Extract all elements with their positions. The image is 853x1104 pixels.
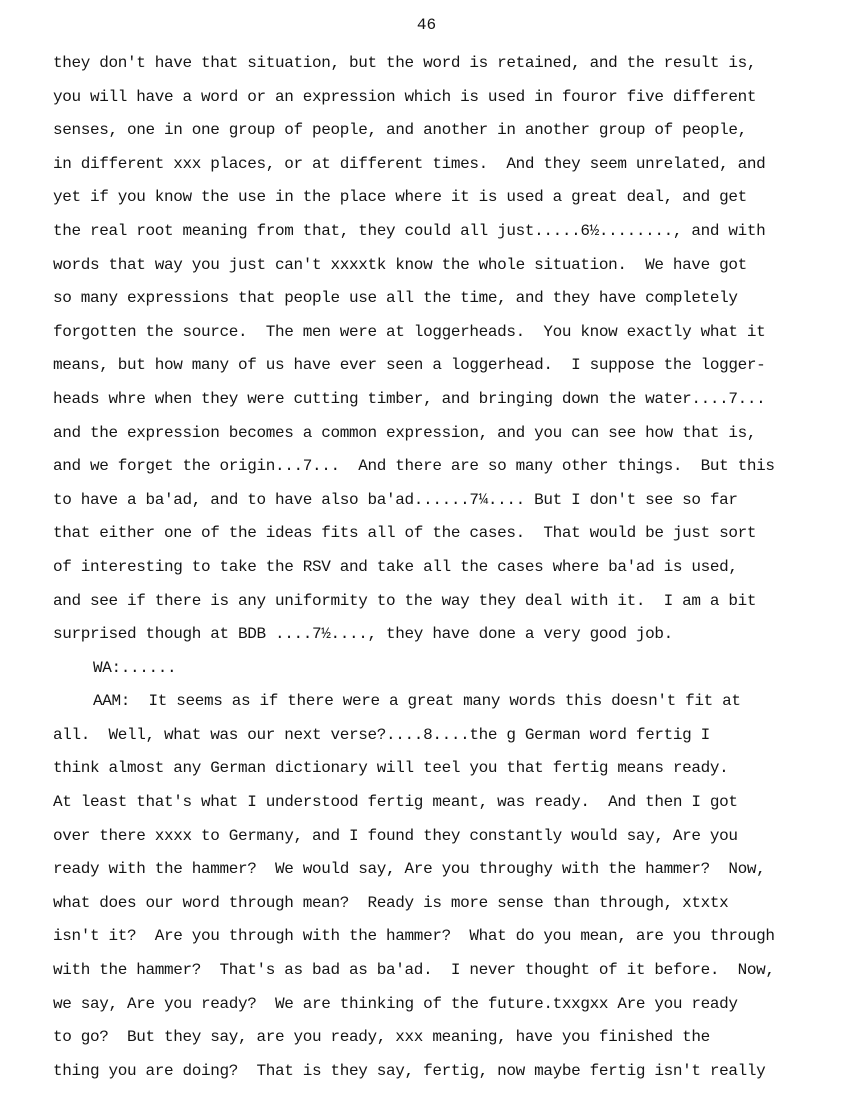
text-line: so many expressions that people use all the time, and they have completely	[53, 289, 738, 308]
text-line: of interesting to take the RSV and take all the cases where ba'ad is used,	[53, 557, 738, 576]
text-line: surprised though at BDB ....7½...., they have done a very good job.	[53, 625, 673, 644]
text-line: to go? But they say, are you ready, xxx meaning, have you finished the	[53, 1028, 710, 1047]
text-line: words that way you just can't xxxxtk know the whole situation. We have got	[53, 255, 747, 274]
text-line: yet if you know the use in the place where it is used a great deal, and get	[53, 188, 747, 207]
text-line: means, but how many of us have ever seen a loggerhead. I suppose the logger-	[53, 356, 766, 375]
page-number: 46	[416, 16, 437, 34]
text-line: you will have a word or an expression which is used in fouror five different	[53, 87, 757, 106]
text-line: that either one of the ideas fits all of the cases. That would be just sort	[53, 524, 757, 543]
text-line: At least that's what I understood fertig meant, was ready. And then I got	[53, 793, 738, 812]
text-line: isn't it? Are you through with the hammer? What do you mean, are you through	[53, 927, 775, 946]
text-line: they don't have that situation, but the word is retained, and the result is,	[53, 54, 757, 72]
text-line: the real root meaning from that, they could all just.....6½........, and with	[53, 221, 766, 240]
text-line: senses, one in one group of people, and another in another group of people,	[53, 121, 747, 140]
text-line: heads whre when they were cutting timber, and bringing down the water....7...	[53, 389, 766, 408]
body-text	[53, 52, 853, 1093]
text-line: and see if there is any uniformity to the way they deal with it. I am a bit	[53, 591, 757, 610]
text-line: to have a ba'ad, and to have also ba'ad......7¼.... But I don't see so far	[53, 490, 738, 509]
text-line: over there xxxx to Germany, and I found they constantly would say, Are you	[53, 826, 738, 845]
text-line: forgotten the source. The men were at loggerheads. You know exactly what it	[53, 322, 766, 341]
text-line: and we forget the origin...7... And there are so many other things. But this	[53, 457, 775, 476]
text-line: all. Well, what was our next verse?....8....the g German word fertig I	[53, 725, 710, 744]
text-line: in different xxx places, or at different times. And they seem unrelated, and	[53, 154, 766, 173]
text-line: and the expression becomes a common expression, and you can see how that is,	[53, 423, 757, 442]
speaker-line-aam: AAM: It seems as if there were a great many words this doesn't fit at	[93, 692, 741, 711]
text-line: think almost any German dictionary will teel you that fertig means ready.	[53, 759, 729, 778]
text-line: what does our word through mean? Ready is more sense than through, xtxtx	[53, 893, 729, 912]
text-line: ready with the hammer? We would say, Are you throughy with the hammer? Now,	[53, 860, 766, 879]
text-line: thing you are doing? That is they say, fertig, now maybe fertig isn't really	[53, 1061, 766, 1080]
text-line: we say, Are you ready? We are thinking of the future.txxgxx Are you ready	[53, 994, 738, 1013]
text-line: with the hammer? That's as bad as ba'ad. I never thought of it before. Now,	[53, 961, 775, 980]
speaker-line-wa: WA:......	[93, 658, 177, 677]
